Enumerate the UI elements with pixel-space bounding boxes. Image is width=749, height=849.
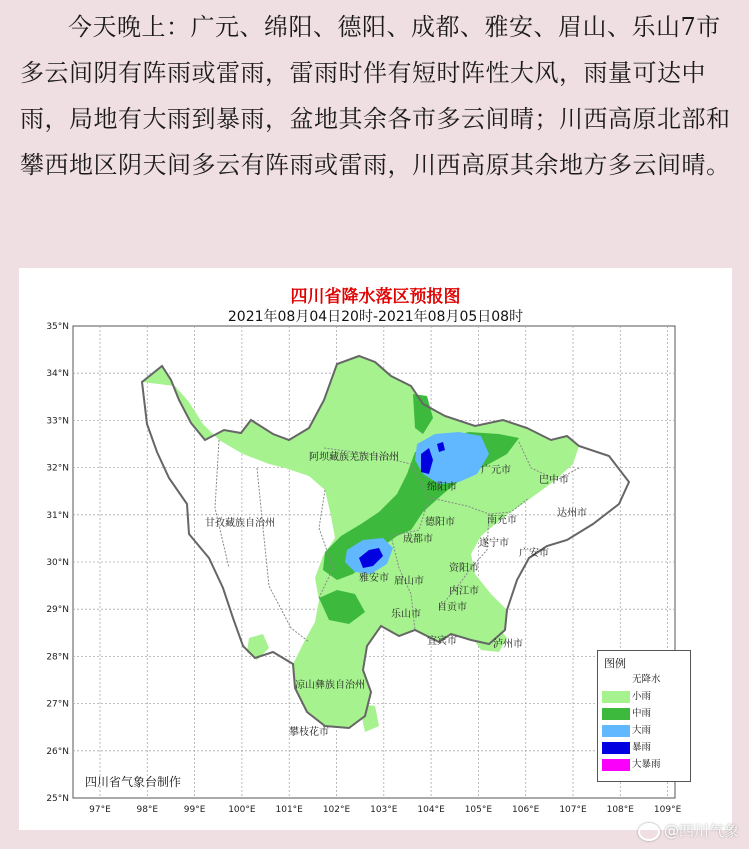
legend-swatch [602, 691, 630, 703]
legend-item [602, 690, 688, 704]
legend-swatch [602, 674, 630, 686]
lon-tick-label: 109°E [653, 805, 682, 815]
lat-tick-label: 27°N [46, 699, 69, 710]
lat-tick-label: 31°N [46, 510, 69, 521]
lat-tick-label: 34°N [46, 369, 69, 380]
map-credit: 四川省气象台制作 [85, 775, 182, 789]
lon-tick-label: 105°E [464, 805, 493, 815]
lon-tick-label: 106°E [512, 805, 540, 815]
city-label: 广元市 [481, 465, 511, 476]
lon-tick-label: 107°E [559, 805, 587, 815]
lon-tick-label: 108°E [606, 805, 634, 815]
legend-swatch [602, 759, 630, 771]
lat-tick-label: 35°N [46, 322, 69, 332]
city-label: 宜宾市 [427, 636, 457, 647]
region-label: 攀枝花市 [289, 727, 329, 738]
city-label: 内江市 [449, 586, 479, 597]
latitude-ticks [46, 322, 69, 804]
weibo-watermark [638, 820, 739, 841]
lat-tick-label: 33°N [46, 416, 69, 427]
city-label: 乐山市 [391, 609, 421, 620]
lon-tick-label: 101°E [275, 805, 303, 815]
legend-label: 暴雨 [632, 742, 652, 753]
map-legend [597, 650, 691, 782]
lat-tick-label: 29°N [46, 605, 69, 616]
legend-label: 小雨 [632, 691, 652, 702]
lon-tick-label: 97°E [89, 805, 111, 815]
legend-label: 中雨 [632, 708, 652, 719]
forecast-map [19, 268, 732, 830]
lon-tick-label: 99°E [183, 805, 206, 815]
forecast-text: 今天晚上：广元、绵阳、德阳、成都、雅安、眉山、乐山7市多云间阴有阵雨或雷雨，雷雨时伴有短时阵性大风，雨量可达中雨，局地有大雨到暴雨，盆地其余各市多云间晴；川西高原北部和攀西地区阴天间多云有阵雨或雷雨，川西高原其余地方多云间晴。 [20, 13, 731, 179]
city-label: 巴中市 [539, 475, 569, 486]
legend-item [602, 758, 688, 772]
legend-label: 无降水 [632, 674, 661, 685]
legend-title: 图例 [604, 657, 626, 670]
legend-label: 大雨 [632, 725, 652, 736]
lat-tick-label: 30°N [46, 558, 69, 568]
lon-tick-label: 98°E [136, 805, 159, 815]
region-label: 阿坝藏族羌族自治州 [309, 452, 399, 463]
lat-tick-label: 32°N [46, 463, 69, 474]
watermark-text: @四川气象 [663, 822, 739, 840]
city-label: 眉山市 [394, 576, 424, 587]
city-label: 资阳市 [449, 563, 479, 574]
legend-item [602, 724, 688, 738]
lon-tick-label: 100°E [228, 805, 256, 815]
city-label: 德阳市 [425, 517, 455, 528]
legend-item [602, 673, 688, 687]
longitude-ticks [89, 805, 681, 815]
city-label: 达州市 [557, 508, 587, 519]
lat-tick-label: 26°N [46, 746, 69, 757]
city-label: 南充市 [487, 515, 517, 526]
city-label: 成都市 [403, 534, 433, 545]
legend-swatch [602, 742, 630, 754]
legend-item [602, 741, 688, 755]
lon-tick-label: 103°E [370, 805, 398, 815]
region-label: 甘孜藏族自治州 [205, 518, 275, 529]
lat-tick-label: 25°N [46, 794, 69, 804]
map-title: 四川省降水落区预报图 [290, 287, 461, 307]
lat-tick-label: 28°N [46, 652, 69, 663]
lon-tick-label: 104°E [417, 805, 445, 815]
city-label: 广安市 [519, 548, 549, 559]
legend-label: 大暴雨 [632, 759, 661, 770]
city-label: 泸州市 [493, 639, 523, 650]
city-label: 自贡市 [437, 602, 467, 613]
legend-swatch [602, 708, 630, 720]
map-subtitle: 2021年08月04日20时-2021年08月05日08时 [227, 309, 524, 325]
lon-tick-label: 102°E [322, 805, 351, 815]
city-label: 遂宁市 [479, 538, 509, 549]
legend-item [602, 707, 688, 721]
city-label: 绵阳市 [427, 482, 457, 493]
city-label: 雅安市 [359, 573, 389, 584]
legend-swatch [602, 725, 630, 737]
region-label: 凉山彝族自治州 [295, 680, 365, 691]
weibo-icon [638, 823, 660, 841]
